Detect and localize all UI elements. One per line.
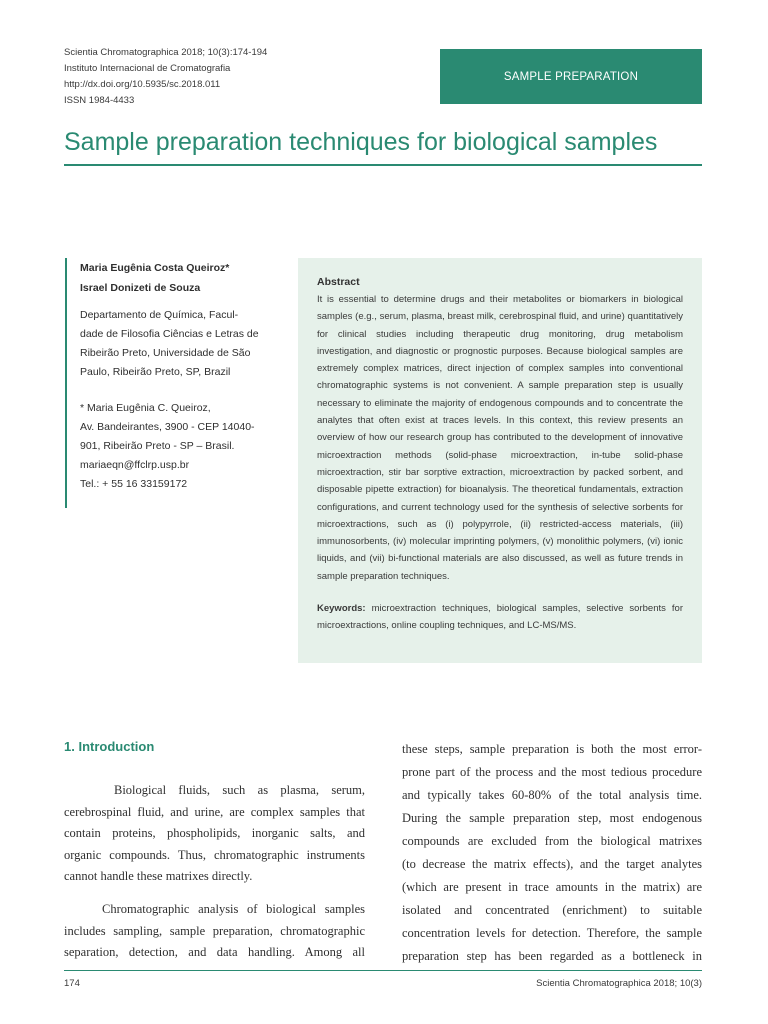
correspondence [80,399,265,494]
issn: ISSN 1984-4433 [64,95,135,106]
text-line: cannot handle these matrixes directly. [64,869,253,883]
article-title: Sample preparation techniques for biological samples [64,128,658,156]
text-line: and typically takes 60-80% of the total analysis time. [402,788,702,802]
title-divider [64,164,702,166]
institute: Instituto Internacional de Cromatografia [64,63,231,74]
text-line: Biological fluids, such as plasma, serum, [114,783,365,797]
text-line: During the sample preparation step, most endogenous [402,811,702,825]
text-line: separation, detection, and data handling. Among all [64,945,365,959]
author-name: Maria Eugênia Costa Queiroz* [80,262,230,274]
correspondence-line: * Maria Eugênia C. Queiroz, [80,402,211,414]
intro-paragraph-1 [64,780,365,888]
text-line: includes sampling, sample preparation, chromatographic [64,923,365,938]
abstract-text: It is essential to determine drugs and their metabolites or biomarkers in biological samples (e.g., serum, plasma, breast milk, cerebrospinal fluid, and urine) quantitatively for clinical studies including therapeutic drug monitoring, drug metabolism investigation, and diagnostic or prognostic purposes. Because biological samples are extremely complex matrices, direct injection of complex samples into conventional chromatographic systems is not convenient. A sample preparation step is usually necessary to eliminate the majority of endogenous compounds and to concentrate the analytes that often exist at traces levels. In this context, this review presents an overview of how our research group has contributed to the development of innovative microextraction methods (solid-phase microextraction, in-tube solid-phase microextraction, stir bar sorptive extraction, microextraction by packed sorbent, and disposable pipette extraction) for bioanalysis. The theoretical fundamentals, extraction configurations, and current technology used for the synthesis of selective sorbents for microextractions, such as (i) polypyrrole, (ii) restricted-access materials, (iii) immunosorbents, (iv) molecular imprinting polymers, (v) monolithic polymers, (vi) ionic liquids, and (vii) bi-functional materials are also discussed, as well as future trends in sample preparation techniques. [317,294,683,582]
keywords [317,600,683,634]
text-line: concentration levels for detection. Therefore, the sample [402,926,702,940]
doi-link[interactable]: http://dx.doi.org/10.5935/sc.2018.011 [64,79,221,90]
section-label-text: SAMPLE PREPARATION [503,70,639,83]
text-line: isolated and concentrated (enrichment) to suitable [402,903,702,917]
article-metadata [64,45,267,109]
footer-journal: Scientia Chromatographica 2018; 10(3) [536,978,702,989]
abstract-box [298,258,702,663]
affiliation-line: Paulo, Ribeirão Preto, SP, Brazil [80,366,231,378]
text-line: preparation step has been regarded as a bottleneck in [402,949,702,963]
text-line: organic compounds. Thus, chromatographic instruments [64,847,365,862]
text-line: (to decrease the matrix effects), and the target analytes [402,857,702,871]
intro-paragraph-right [402,738,702,968]
text-line: contain proteins, phospholipids, inorganic salts, and [64,826,365,840]
keywords-label: Keywords: [317,603,366,615]
author-name: Israel Donizeti de Souza [80,282,201,294]
abstract-heading: Abstract [317,276,360,288]
journal-reference: Scientia Chromatographica 2018; 10(3):174-194 [64,47,268,58]
correspondence-line: 901, Ribeirão Preto - SP – Brasil. [80,440,235,452]
footer-divider [64,970,702,971]
text-line: compounds are excluded from the biological matrixes [402,834,702,848]
text-line: these steps, sample preparation is both the most error- [402,742,702,756]
page-number: 174 [64,978,80,989]
text-line: Chromatographic analysis of biological samples [102,902,365,916]
correspondence-phone: Tel.: + 55 16 33159172 [80,478,188,490]
correspondence-email[interactable]: mariaeqn@ffclrp.usp.br [80,459,190,471]
correspondence-line: Av. Bandeirantes, 3900 - CEP 14040- [80,421,255,433]
intro-paragraph-2 [64,899,365,964]
author-block [65,258,265,508]
text-line: prone part of the process and the most tedious procedure [402,765,702,779]
introduction-heading: 1. Introduction [64,739,155,754]
affiliation-line: Departamento de Química, Facul- [80,309,239,321]
affiliation-line: dade de Filosofia Ciências e Letras de [80,328,259,340]
text-line: (which are present in trace amounts in the matrix) are [402,880,702,894]
affiliation [80,306,265,382]
affiliation-line: Ribeirão Preto, Universidade de São [80,347,251,359]
section-label [440,49,702,104]
text-line: cerebrospinal fluid, and urine, are complex samples that [64,804,365,819]
keywords-text: microextraction techniques, biological samples, selective sorbents for microextractions, online coupling techniques, and LC-MS/MS. [317,603,683,632]
